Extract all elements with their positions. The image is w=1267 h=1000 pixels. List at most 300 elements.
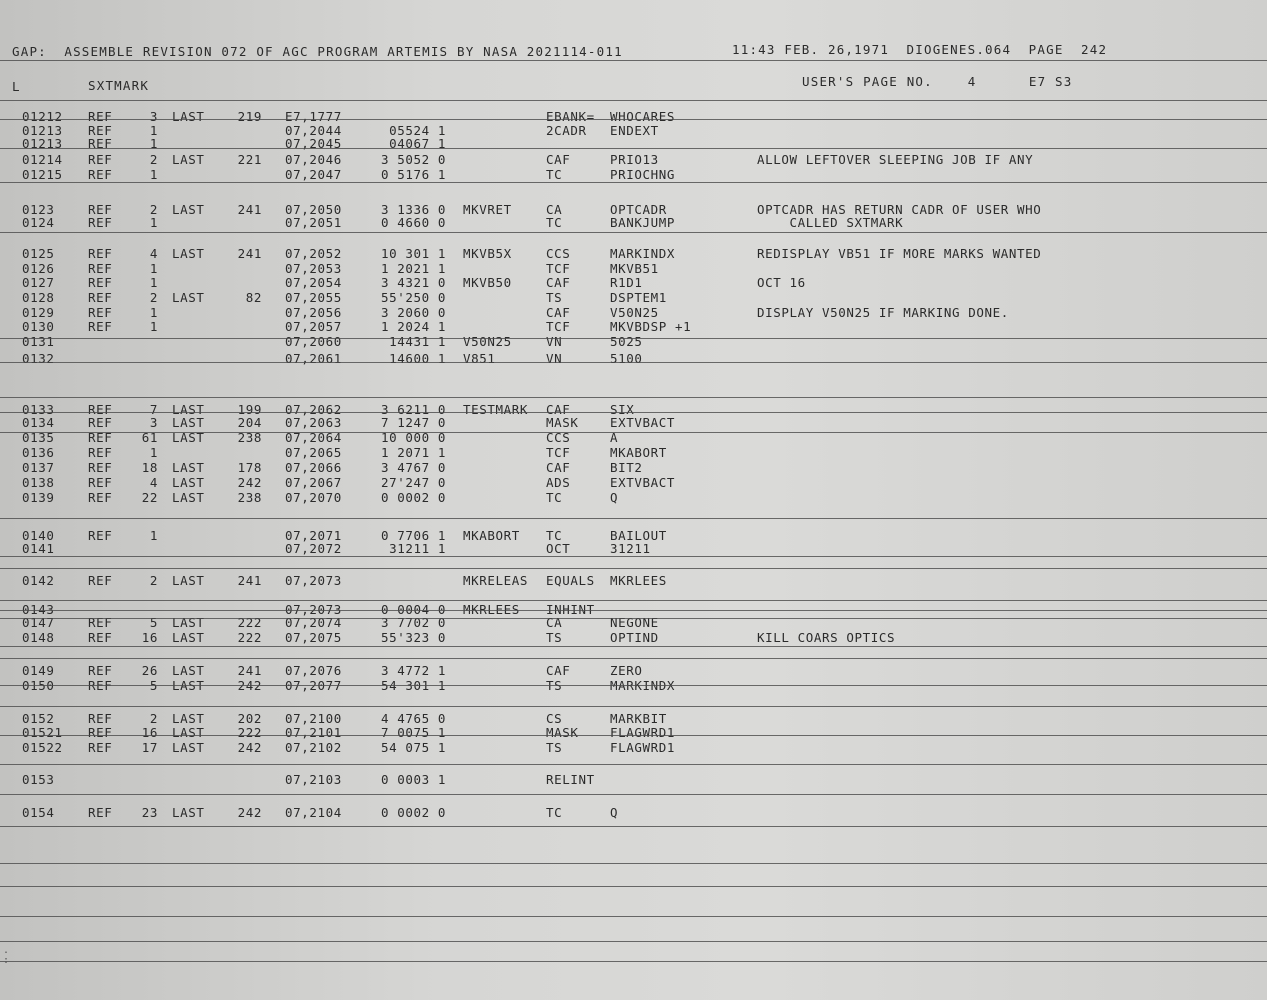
cell-lastn: 241 — [237, 202, 262, 217]
ruled-line — [0, 794, 1267, 795]
cell-ln: 0143 — [22, 602, 55, 617]
cell-lastn: 241 — [237, 246, 262, 261]
cell-operand: Q — [610, 490, 619, 505]
ruled-line — [0, 182, 1267, 183]
cell-ref: REF — [88, 109, 113, 124]
cell-cnt: 3 — [149, 415, 158, 430]
cell-addr: 07,2052 — [285, 246, 342, 261]
cell-addr: 07,2055 — [285, 290, 342, 305]
cell-operand: OPTIND — [610, 630, 659, 645]
cell-word: 10 000 0 — [380, 430, 446, 445]
cell-ref: REF — [88, 275, 113, 290]
cell-addr: 07,2073 — [285, 573, 342, 588]
ruled-line — [0, 568, 1267, 569]
cell-ref: REF — [88, 305, 113, 320]
cell-ln: 01522 — [22, 740, 63, 755]
cell-op: TS — [546, 290, 563, 305]
cell-op: TC — [546, 528, 563, 543]
cell-cnt: 17 — [141, 740, 158, 755]
cell-addr: 07,2077 — [285, 678, 342, 693]
cell-ref: REF — [88, 123, 113, 138]
cell-word: 54 075 1 — [380, 740, 446, 755]
cell-ln: 0153 — [22, 772, 55, 787]
cell-ref: REF — [88, 152, 113, 167]
cell-addr: 07,2056 — [285, 305, 342, 320]
cell-cnt: 1 — [149, 275, 158, 290]
cell-ref: REF — [88, 319, 113, 334]
cell-word: 55'323 0 — [380, 630, 446, 645]
ruled-line — [0, 646, 1267, 647]
cell-ln: 0149 — [22, 663, 55, 678]
cell-cnt: 3 — [149, 109, 158, 124]
cell-operand: EXTVBACT — [610, 415, 676, 430]
ruled-line — [0, 148, 1267, 149]
cell-word: 0 0004 0 — [380, 602, 446, 617]
cell-addr: 07,2045 — [285, 136, 342, 151]
cell-cnt: 26 — [141, 663, 158, 678]
cell-ref: REF — [88, 136, 113, 151]
cell-ln: 0123 — [22, 202, 55, 217]
cell-op: TC — [546, 805, 563, 820]
cell-last: LAST — [172, 630, 205, 645]
cell-addr: 07,2070 — [285, 490, 342, 505]
cell-last: LAST — [172, 490, 205, 505]
cell-operand: ZERO — [610, 663, 643, 678]
cell-last: LAST — [172, 246, 205, 261]
cell-ref: REF — [88, 528, 113, 543]
cell-tag: V851 — [463, 351, 496, 366]
cell-word: 3 2060 0 — [380, 305, 446, 320]
cell-ref: REF — [88, 725, 113, 740]
cell-word: 3 5052 0 — [380, 152, 446, 167]
cell-ln: 0136 — [22, 445, 55, 460]
cell-ln: 0140 — [22, 528, 55, 543]
ruled-line — [0, 961, 1267, 962]
cell-op: CAF — [546, 305, 571, 320]
cell-ln: 0138 — [22, 475, 55, 490]
cell-ln: 0129 — [22, 305, 55, 320]
cell-cnt: 18 — [141, 460, 158, 475]
cell-cnt: 16 — [141, 630, 158, 645]
cell-lastn: 241 — [237, 573, 262, 588]
cell-word: 31211 1 — [389, 541, 446, 556]
cell-ref: REF — [88, 573, 113, 588]
cell-word: 0 7706 1 — [380, 528, 446, 543]
cell-last: LAST — [172, 475, 205, 490]
cell-ln: 0134 — [22, 415, 55, 430]
users-page-label: USER'S PAGE NO. 4 E7 S3 — [802, 74, 1073, 89]
cell-op: CA — [546, 202, 563, 217]
cell-ln: 0125 — [22, 246, 55, 261]
cell-ln: 0126 — [22, 261, 55, 276]
cell-cnt: 1 — [149, 445, 158, 460]
margin-mark: . — [3, 945, 10, 956]
cell-ref: REF — [88, 615, 113, 630]
cell-operand: OPTCADR — [610, 202, 667, 217]
cell-lastn: 82 — [245, 290, 262, 305]
cell-cnt: 4 — [149, 475, 158, 490]
cell-ln: 0128 — [22, 290, 55, 305]
ruled-line — [0, 610, 1267, 611]
cell-comment: DISPLAY V50N25 IF MARKING DONE. — [757, 305, 1009, 320]
cell-operand: MKRLEES — [610, 573, 667, 588]
cell-cnt: 1 — [149, 136, 158, 151]
cell-operand: SIX — [610, 402, 635, 417]
cell-lastn: 242 — [237, 805, 262, 820]
routine-name: SXTMARK — [88, 78, 150, 93]
cell-op: TCF — [546, 445, 571, 460]
cell-ln: 0133 — [22, 402, 55, 417]
cell-addr: 07,2063 — [285, 415, 342, 430]
cell-tag: MKVB5X — [463, 246, 512, 261]
cell-op: MASK — [546, 725, 579, 740]
cell-ref: REF — [88, 202, 113, 217]
cell-word: 14431 1 — [389, 334, 446, 349]
cell-word: 1 2071 1 — [380, 445, 446, 460]
cell-word: 54 301 1 — [380, 678, 446, 693]
cell-op: CCS — [546, 430, 571, 445]
cell-lastn: 204 — [237, 415, 262, 430]
cell-last: LAST — [172, 152, 205, 167]
cell-comment: ALLOW LEFTOVER SLEEPING JOB IF ANY — [757, 152, 1034, 167]
cell-tag: V50N25 — [463, 334, 512, 349]
cell-operand: 31211 — [610, 541, 651, 556]
cell-ln: 0139 — [22, 490, 55, 505]
cell-last: LAST — [172, 725, 205, 740]
cell-tag: MKVB50 — [463, 275, 512, 290]
cell-ref: REF — [88, 246, 113, 261]
cell-last: LAST — [172, 573, 205, 588]
cell-ln: 01214 — [22, 152, 63, 167]
cell-lastn: 178 — [237, 460, 262, 475]
cell-operand: A — [610, 430, 619, 445]
cell-ref: REF — [88, 261, 113, 276]
cell-op: MASK — [546, 415, 579, 430]
cell-operand: PRIOCHNG — [610, 167, 676, 182]
cell-comment: OPTCADR HAS RETURN CADR OF USER WHO — [757, 202, 1042, 217]
cell-addr: 07,2076 — [285, 663, 342, 678]
cell-lastn: 222 — [237, 615, 262, 630]
cell-cnt: 1 — [149, 215, 158, 230]
ruled-line — [0, 863, 1267, 864]
cell-operand: Q — [610, 805, 619, 820]
cell-ln: 0147 — [22, 615, 55, 630]
cell-ln: 0131 — [22, 334, 55, 349]
cell-operand: MKABORT — [610, 445, 667, 460]
cell-addr: 07,2066 — [285, 460, 342, 475]
cell-ln: 0141 — [22, 541, 55, 556]
cell-addr: 07,2057 — [285, 319, 342, 334]
cell-op: 2CADR — [546, 123, 587, 138]
cell-addr: 07,2054 — [285, 275, 342, 290]
cell-addr: 07,2067 — [285, 475, 342, 490]
cell-last: LAST — [172, 615, 205, 630]
ruled-line — [0, 432, 1267, 433]
cell-cnt: 1 — [149, 319, 158, 334]
cell-cnt: 2 — [149, 711, 158, 726]
margin-mark: : — [3, 955, 10, 966]
cell-word: 7 1247 0 — [380, 415, 446, 430]
cell-lastn: 242 — [237, 740, 262, 755]
cell-op: CCS — [546, 246, 571, 261]
cell-lastn: 242 — [237, 475, 262, 490]
cell-addr: 07,2053 — [285, 261, 342, 276]
cell-ref: REF — [88, 490, 113, 505]
column-l-label: L — [12, 79, 21, 94]
cell-operand: FLAGWRD1 — [610, 740, 676, 755]
cell-addr: 07,2060 — [285, 334, 342, 349]
cell-ln: 0127 — [22, 275, 55, 290]
cell-lastn: 222 — [237, 630, 262, 645]
cell-ln: 0154 — [22, 805, 55, 820]
cell-ln: 0137 — [22, 460, 55, 475]
cell-addr: 07,2051 — [285, 215, 342, 230]
cell-addr: 07,2104 — [285, 805, 342, 820]
cell-addr: 07,2100 — [285, 711, 342, 726]
cell-word: 10 301 1 — [380, 246, 446, 261]
cell-addr: 07,2062 — [285, 402, 342, 417]
cell-last: LAST — [172, 460, 205, 475]
cell-addr: 07,2071 — [285, 528, 342, 543]
cell-lastn: 241 — [237, 663, 262, 678]
cell-word: 0 0003 1 — [380, 772, 446, 787]
cell-cnt: 2 — [149, 290, 158, 305]
cell-cnt: 5 — [149, 678, 158, 693]
cell-word: 7 0075 1 — [380, 725, 446, 740]
cell-cnt: 61 — [141, 430, 158, 445]
cell-last: LAST — [172, 678, 205, 693]
cell-last: LAST — [172, 740, 205, 755]
cell-operand: MKVBDSP +1 — [610, 319, 692, 334]
cell-operand: NEGONE — [610, 615, 659, 630]
cell-addr: 07,2074 — [285, 615, 342, 630]
cell-op: TS — [546, 630, 563, 645]
cell-lastn: 221 — [237, 152, 262, 167]
cell-addr: 07,2102 — [285, 740, 342, 755]
cell-ln: 0152 — [22, 711, 55, 726]
cell-ln: 01521 — [22, 725, 63, 740]
cell-addr: 07,2075 — [285, 630, 342, 645]
cell-op: TC — [546, 167, 563, 182]
cell-cnt: 5 — [149, 615, 158, 630]
cell-ln: 0130 — [22, 319, 55, 334]
cell-operand: MARKINDX — [610, 678, 676, 693]
cell-ln: 0148 — [22, 630, 55, 645]
cell-op: TCF — [546, 261, 571, 276]
cell-last: LAST — [172, 805, 205, 820]
cell-word: 55'250 0 — [380, 290, 446, 305]
cell-addr: 07,2101 — [285, 725, 342, 740]
cell-last: LAST — [172, 402, 205, 417]
cell-last: LAST — [172, 430, 205, 445]
cell-op: TS — [546, 678, 563, 693]
cell-op: TC — [546, 490, 563, 505]
cell-ref: REF — [88, 167, 113, 182]
cell-ref: REF — [88, 430, 113, 445]
cell-operand: BIT2 — [610, 460, 643, 475]
cell-tag: TESTMARK — [463, 402, 529, 417]
cell-lastn: 242 — [237, 678, 262, 693]
cell-ref: REF — [88, 215, 113, 230]
cell-ln: 0124 — [22, 215, 55, 230]
cell-operand: FLAGWRD1 — [610, 725, 676, 740]
cell-word: 4 4765 0 — [380, 711, 446, 726]
cell-word: 3 4772 1 — [380, 663, 446, 678]
ruled-line — [0, 119, 1267, 120]
cell-cnt: 2 — [149, 573, 158, 588]
cell-addr: E7,1777 — [285, 109, 342, 124]
cell-cnt: 2 — [149, 202, 158, 217]
cell-op: VN — [546, 334, 563, 349]
cell-ln: 0132 — [22, 351, 55, 366]
ruled-line — [0, 412, 1267, 413]
cell-word: 27'247 0 — [380, 475, 446, 490]
cell-op: CAF — [546, 275, 571, 290]
cell-lastn: 202 — [237, 711, 262, 726]
cell-ln: 01212 — [22, 109, 63, 124]
cell-comment: KILL COARS OPTICS — [757, 630, 896, 645]
cell-ln: 01215 — [22, 167, 63, 182]
cell-lastn: 238 — [237, 430, 262, 445]
ruled-line — [0, 941, 1267, 942]
cell-op: OCT — [546, 541, 571, 556]
ruled-line — [0, 518, 1267, 519]
cell-op: CAF — [546, 460, 571, 475]
cell-lastn: 238 — [237, 490, 262, 505]
ruled-line — [0, 735, 1267, 736]
cell-operand: EXTVBACT — [610, 475, 676, 490]
cell-word: 3 1336 0 — [380, 202, 446, 217]
ruled-line — [0, 618, 1267, 619]
cell-last: LAST — [172, 415, 205, 430]
cell-ref: REF — [88, 290, 113, 305]
cell-op: TCF — [546, 319, 571, 334]
cell-operand: 5025 — [610, 334, 643, 349]
cell-addr: 07,2044 — [285, 123, 342, 138]
cell-op: ADS — [546, 475, 571, 490]
cell-op: INHINT — [546, 602, 595, 617]
cell-addr: 07,2061 — [285, 351, 342, 366]
cell-cnt: 4 — [149, 246, 158, 261]
cell-addr: 07,2064 — [285, 430, 342, 445]
cell-word: 1 2021 1 — [380, 261, 446, 276]
cell-word: 0 5176 1 — [380, 167, 446, 182]
cell-addr: 07,2072 — [285, 541, 342, 556]
cell-op: CS — [546, 711, 563, 726]
ruled-line — [0, 397, 1267, 398]
cell-cnt: 1 — [149, 305, 158, 320]
cell-cnt: 2 — [149, 152, 158, 167]
cell-operand: DSPTEM1 — [610, 290, 667, 305]
cell-op: RELINT — [546, 772, 595, 787]
cell-last: LAST — [172, 109, 205, 124]
cell-ln: 01213 — [22, 123, 63, 138]
cell-word: 14600 1 — [389, 351, 446, 366]
cell-op: CAF — [546, 663, 571, 678]
ruled-line — [0, 232, 1267, 233]
cell-cnt: 1 — [149, 167, 158, 182]
cell-operand: ENDEXT — [610, 123, 659, 138]
ruled-line — [0, 685, 1267, 686]
ruled-line — [0, 600, 1267, 601]
cell-operand: V50N25 — [610, 305, 659, 320]
cell-operand: MARKBIT — [610, 711, 667, 726]
cell-ref: REF — [88, 475, 113, 490]
cell-word: 0 0002 0 — [380, 805, 446, 820]
cell-ln: 0135 — [22, 430, 55, 445]
cell-ref: REF — [88, 663, 113, 678]
cell-ln: 0150 — [22, 678, 55, 693]
ruled-line — [0, 764, 1267, 765]
cell-op: CAF — [546, 402, 571, 417]
cell-ln: 0142 — [22, 573, 55, 588]
cell-lastn: 222 — [237, 725, 262, 740]
cell-tag: MKRLEES — [463, 602, 520, 617]
cell-operand: MARKINDX — [610, 246, 676, 261]
cell-word: 0 4660 0 — [380, 215, 446, 230]
cell-word: 05524 1 — [389, 123, 446, 138]
cell-operand: MKVB51 — [610, 261, 659, 276]
cell-ln: 01213 — [22, 136, 63, 151]
cell-ref: REF — [88, 445, 113, 460]
ruled-line — [0, 706, 1267, 707]
cell-operand: WHOCARES — [610, 109, 676, 124]
ruled-line — [0, 886, 1267, 887]
cell-op: CA — [546, 615, 563, 630]
cell-addr: 07,2103 — [285, 772, 342, 787]
header-rule-2 — [0, 100, 1267, 101]
cell-cnt: 16 — [141, 725, 158, 740]
cell-comment: CALLED SXTMARK — [757, 215, 904, 230]
cell-lastn: 219 — [237, 109, 262, 124]
cell-operand: 5100 — [610, 351, 643, 366]
cell-ref: REF — [88, 402, 113, 417]
ruled-line — [0, 826, 1267, 827]
cell-word: 3 4321 0 — [380, 275, 446, 290]
cell-tag: MKVRET — [463, 202, 512, 217]
cell-word: 04067 1 — [389, 136, 446, 151]
cell-cnt: 1 — [149, 261, 158, 276]
ruled-line — [0, 916, 1267, 917]
cell-word: 3 4767 0 — [380, 460, 446, 475]
cell-cnt: 1 — [149, 123, 158, 138]
cell-comment: REDISPLAY VB51 IF MORE MARKS WANTED — [757, 246, 1042, 261]
cell-addr: 07,2046 — [285, 152, 342, 167]
cell-op: VN — [546, 351, 563, 366]
cell-operand: PRIO13 — [610, 152, 659, 167]
cell-ref: REF — [88, 740, 113, 755]
cell-operand: R1D1 — [610, 275, 643, 290]
cell-tag: MKRELEAS — [463, 573, 529, 588]
cell-ref: REF — [88, 415, 113, 430]
cell-operand: BAILOUT — [610, 528, 667, 543]
cell-cnt: 7 — [149, 402, 158, 417]
ruled-line — [0, 658, 1267, 659]
cell-op: TC — [546, 215, 563, 230]
cell-ref: REF — [88, 678, 113, 693]
cell-word: 3 7702 0 — [380, 615, 446, 630]
cell-ref: REF — [88, 711, 113, 726]
cell-addr: 07,2073 — [285, 602, 342, 617]
ruled-line — [0, 556, 1267, 557]
cell-addr: 07,2050 — [285, 202, 342, 217]
cell-addr: 07,2047 — [285, 167, 342, 182]
cell-word: 3 6211 0 — [380, 402, 446, 417]
cell-comment: OCT 16 — [757, 275, 806, 290]
cell-cnt: 1 — [149, 528, 158, 543]
cell-word: 1 2024 1 — [380, 319, 446, 334]
cell-tag: MKABORT — [463, 528, 520, 543]
